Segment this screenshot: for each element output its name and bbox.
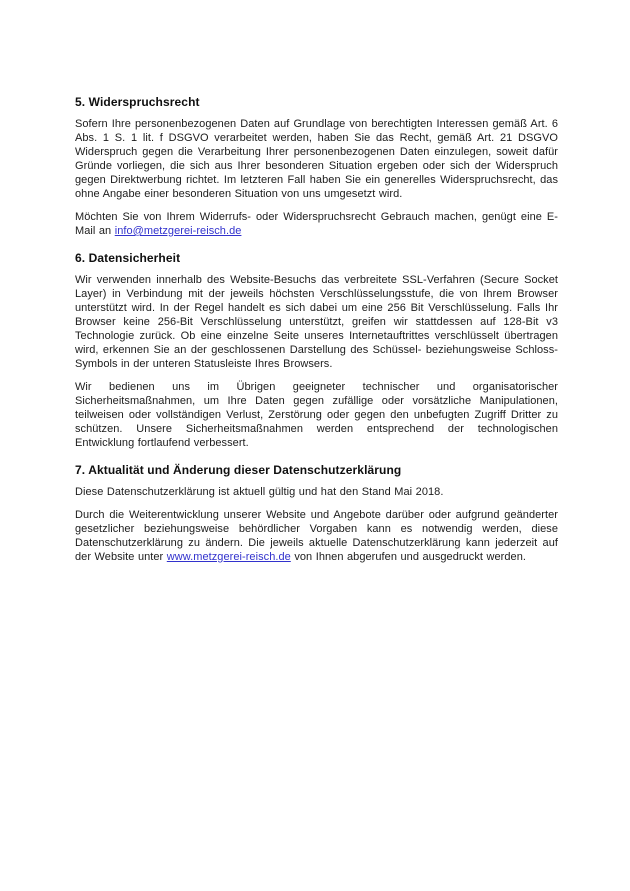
email-link[interactable]: info@metzgerei-reisch.de bbox=[114, 225, 242, 237]
paragraph-widerspruchsrecht-1: Sofern Ihre personenbezogenen Daten auf Grundlage von berechtigten Interessen gemäß Art. 6 Abs. 1 S. 1 lit. f DSGVO verarbeitet werden, haben Sie das Recht, gemäß Art. 21 DSGVO Widerspruch gegen die Verarbeitung Ihrer personenbezogenen Daten einzulegen, soweit dafür Gründe vorliegen, die sich aus Ihrer besonderen Situation ergeben oder sich der Widerspruch gegen Direktwerbung richtet. Im letzteren Fall haben Sie ein generelles Widerspruchsrecht, das ohne Angabe einer besonderen Situation von uns umgesetzt wird. bbox=[75, 118, 558, 200]
section-heading-widerspruchsrecht: 5. Widerspruchsrecht bbox=[75, 95, 200, 109]
section-heading-aktualitaet: 7. Aktualität und Änderung dieser Datenschutzerklärung bbox=[75, 463, 402, 477]
paragraph-datensicherheit-1: Wir verwenden innerhalb des Website-Besuchs das verbreitete SSL-Verfahren (Secure Socket Layer) in Verbindung mit der jeweils höchsten Verschlüsselungsstufe, die von Ihrem Browser unterstützt wird. In der Regel handelt es sich dabei um eine 256 Bit Verschlüsselung. Falls Ihr Browser keine 256-Bit Verschlüsselung unterstützt, greifen wir stattdessen auf 128-Bit v3 Technologie zurück. Ob eine einzelne Seite unseres Internetauftrittes verschlüsselt übertragen wird, erkennen Sie an der geschlossenen Darstellung des Schüssel- beziehungsweise Schloss-Symbols in der unteren Statusleiste Ihres Browsers. bbox=[75, 274, 558, 370]
paragraph-text: Durch die Weiterentwicklung unserer Website und Angebote darüber oder aufgrund geänderter gesetzlicher beziehungsweise behördlicher Vorgaben kann es notwendig werden, diese Datenschutzerklärung zu ändern. Die jeweils aktuelle Datenschutzerklärung kann jederzeit auf der Website unter bbox=[75, 509, 558, 563]
paragraph-text: von Ihnen abgerufen und ausgedruckt werden. bbox=[290, 551, 526, 563]
paragraph-aktualitaet-2 bbox=[75, 508, 558, 564]
paragraph-datensicherheit-2: Wir bedienen uns im Übrigen geeigneter technischer und organisatorischer Sicherheitsmaßnahmen, um Ihre Daten gegen zufällige oder vorsätzliche Manipulationen, teilweisen oder vollständigen Verlust, Zerstörung oder gegen den unbefugten Zugriff Dritter zu schützen. Unsere Sicherheitsmaßnahmen werden entsprechend der technologischen Entwicklung fortlaufend verbessert. bbox=[75, 381, 558, 449]
section-heading-datensicherheit: 6. Datensicherheit bbox=[75, 251, 181, 265]
paragraph-widerspruchsrecht-2 bbox=[75, 210, 558, 238]
privacy-policy-content bbox=[75, 95, 558, 573]
website-link[interactable]: www.metzgerei-reisch.de bbox=[166, 551, 291, 563]
paragraph-text: Möchten Sie von Ihrem Widerrufs- oder Widerspruchsrecht Gebrauch machen, genügt eine E-Mail an bbox=[75, 211, 558, 237]
paragraph-aktualitaet-1: Diese Datenschutzerklärung ist aktuell gültig und hat den Stand Mai 2018. bbox=[75, 486, 444, 498]
